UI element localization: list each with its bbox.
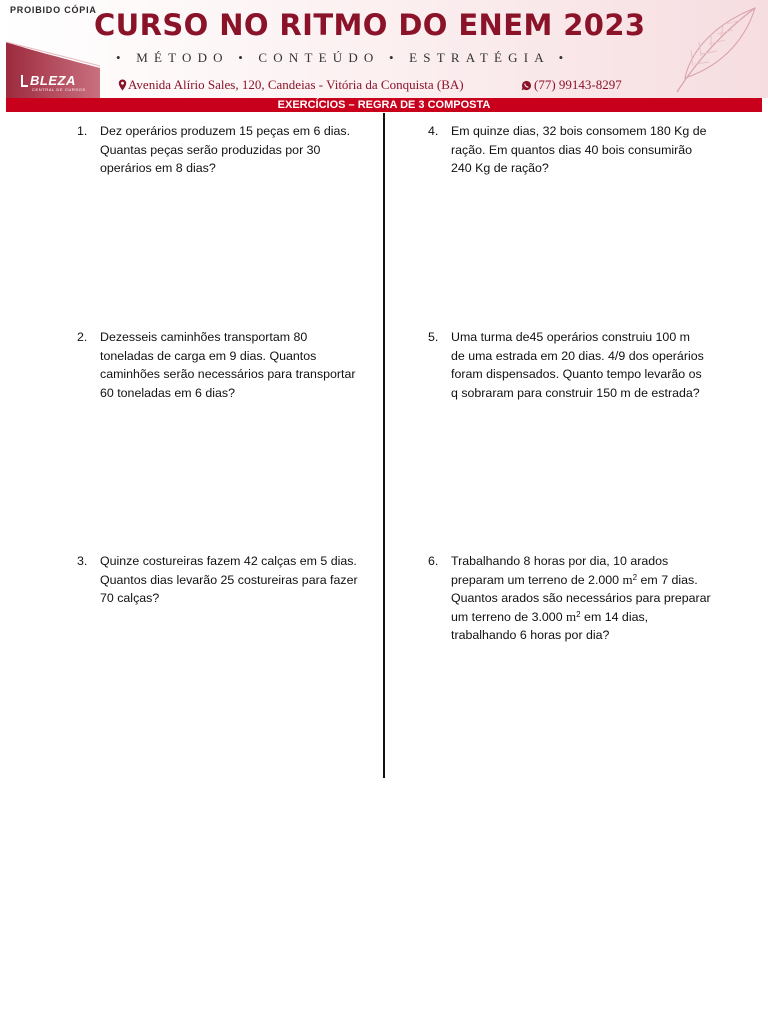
question-line: Quantos dias levarão 25 costureiras para fazer — [100, 572, 358, 587]
question-line: 240 Kg de ração? — [451, 161, 549, 175]
unit-m: m — [566, 608, 577, 624]
section-title: EXERCÍCIOS – REGRA DE 3 COMPOSTA — [277, 99, 491, 111]
question-line: 60 toneladas em 6 dias? — [100, 385, 236, 400]
unit-m: m — [622, 571, 633, 587]
question-number: 5. — [428, 330, 439, 344]
question-text — [451, 328, 704, 402]
header-banner — [0, 0, 768, 98]
question-line: ração. Em quantos dias 40 bois consumirão — [451, 142, 693, 157]
question-text — [451, 552, 711, 645]
question-line: toneladas de carga em 9 dias. Quantos — [100, 348, 317, 363]
question-line: Trabalhando 8 horas por dia, 10 arados — [451, 554, 669, 568]
phone-number: (77) 99143-8297 — [534, 77, 622, 92]
question-text — [100, 122, 350, 178]
question-line: Dez operários produzem 15 peças em 6 dias. — [100, 124, 351, 138]
question-line: operários em 8 dias? — [100, 161, 216, 175]
question-line: de uma estrada em 20 dias. 4/9 dos operários — [451, 348, 704, 363]
question-text — [451, 122, 707, 178]
question-line — [451, 571, 711, 590]
question-text — [100, 552, 358, 608]
question-line: trabalhando 6 horas por dia? — [451, 628, 610, 642]
question-line: foram dispensados. Quanto tempo levarão os — [451, 367, 702, 381]
question-number: 1. — [77, 124, 88, 138]
question-line: 70 calças? — [100, 591, 160, 605]
feather-quill-icon — [665, 4, 761, 96]
bleza-logo — [18, 72, 102, 94]
course-tagline: • MÉTODO • CONTEÚDO • ESTRATÉGIA • — [116, 50, 570, 65]
address: Avenida Alírio Sales, 120, Candeias - Vitória da Conquista (BA) — [128, 77, 464, 92]
logo-subtext: CENTRAL DE CURSOS — [32, 87, 86, 92]
course-title: CURSO NO RITMO DO ENEM 2023 — [94, 8, 646, 42]
question-number: 6. — [428, 554, 439, 568]
question-fragment: um terreno de 3.000 — [451, 609, 567, 624]
question-fragment: em 14 dias, — [580, 609, 649, 624]
question-number: 3. — [77, 554, 88, 568]
question-line: Quinze costureiras fazem 42 calças em 5 dias. — [100, 554, 357, 568]
column-divider — [383, 113, 385, 778]
question-number: 4. — [428, 124, 439, 138]
question-line: Quantas peças serão produzidas por 30 — [100, 142, 321, 157]
question-line: q sobraram para construir 150 m de estrada? — [451, 385, 700, 400]
question-fragment: preparam um terreno de 2.000 — [451, 572, 623, 587]
question-line: Quantos arados são necessários para preparar — [451, 591, 711, 605]
question-line: caminhões serão necessários para transportar — [100, 367, 356, 381]
section-title-bar — [6, 98, 762, 112]
logo-wordmark: BLEZA — [30, 73, 76, 88]
question-number: 2. — [77, 330, 88, 344]
logo-mark-icon — [20, 74, 30, 88]
unit-exponent: 2 — [632, 572, 638, 582]
whatsapp-icon — [521, 80, 532, 91]
location-pin-icon — [118, 79, 127, 91]
question-fragment: em 7 dias. — [637, 572, 698, 587]
question-text — [100, 328, 356, 402]
copy-warning: PROIBIDO CÓPIA — [10, 5, 97, 15]
question-line: Em quinze dias, 32 bois consomem 180 Kg de — [451, 124, 707, 138]
question-line — [451, 608, 711, 627]
unit-exponent: 2 — [576, 609, 581, 619]
question-line: Dezesseis caminhões transportam 80 — [100, 330, 308, 344]
question-line: Uma turma de45 operários construiu 100 m — [451, 330, 690, 344]
